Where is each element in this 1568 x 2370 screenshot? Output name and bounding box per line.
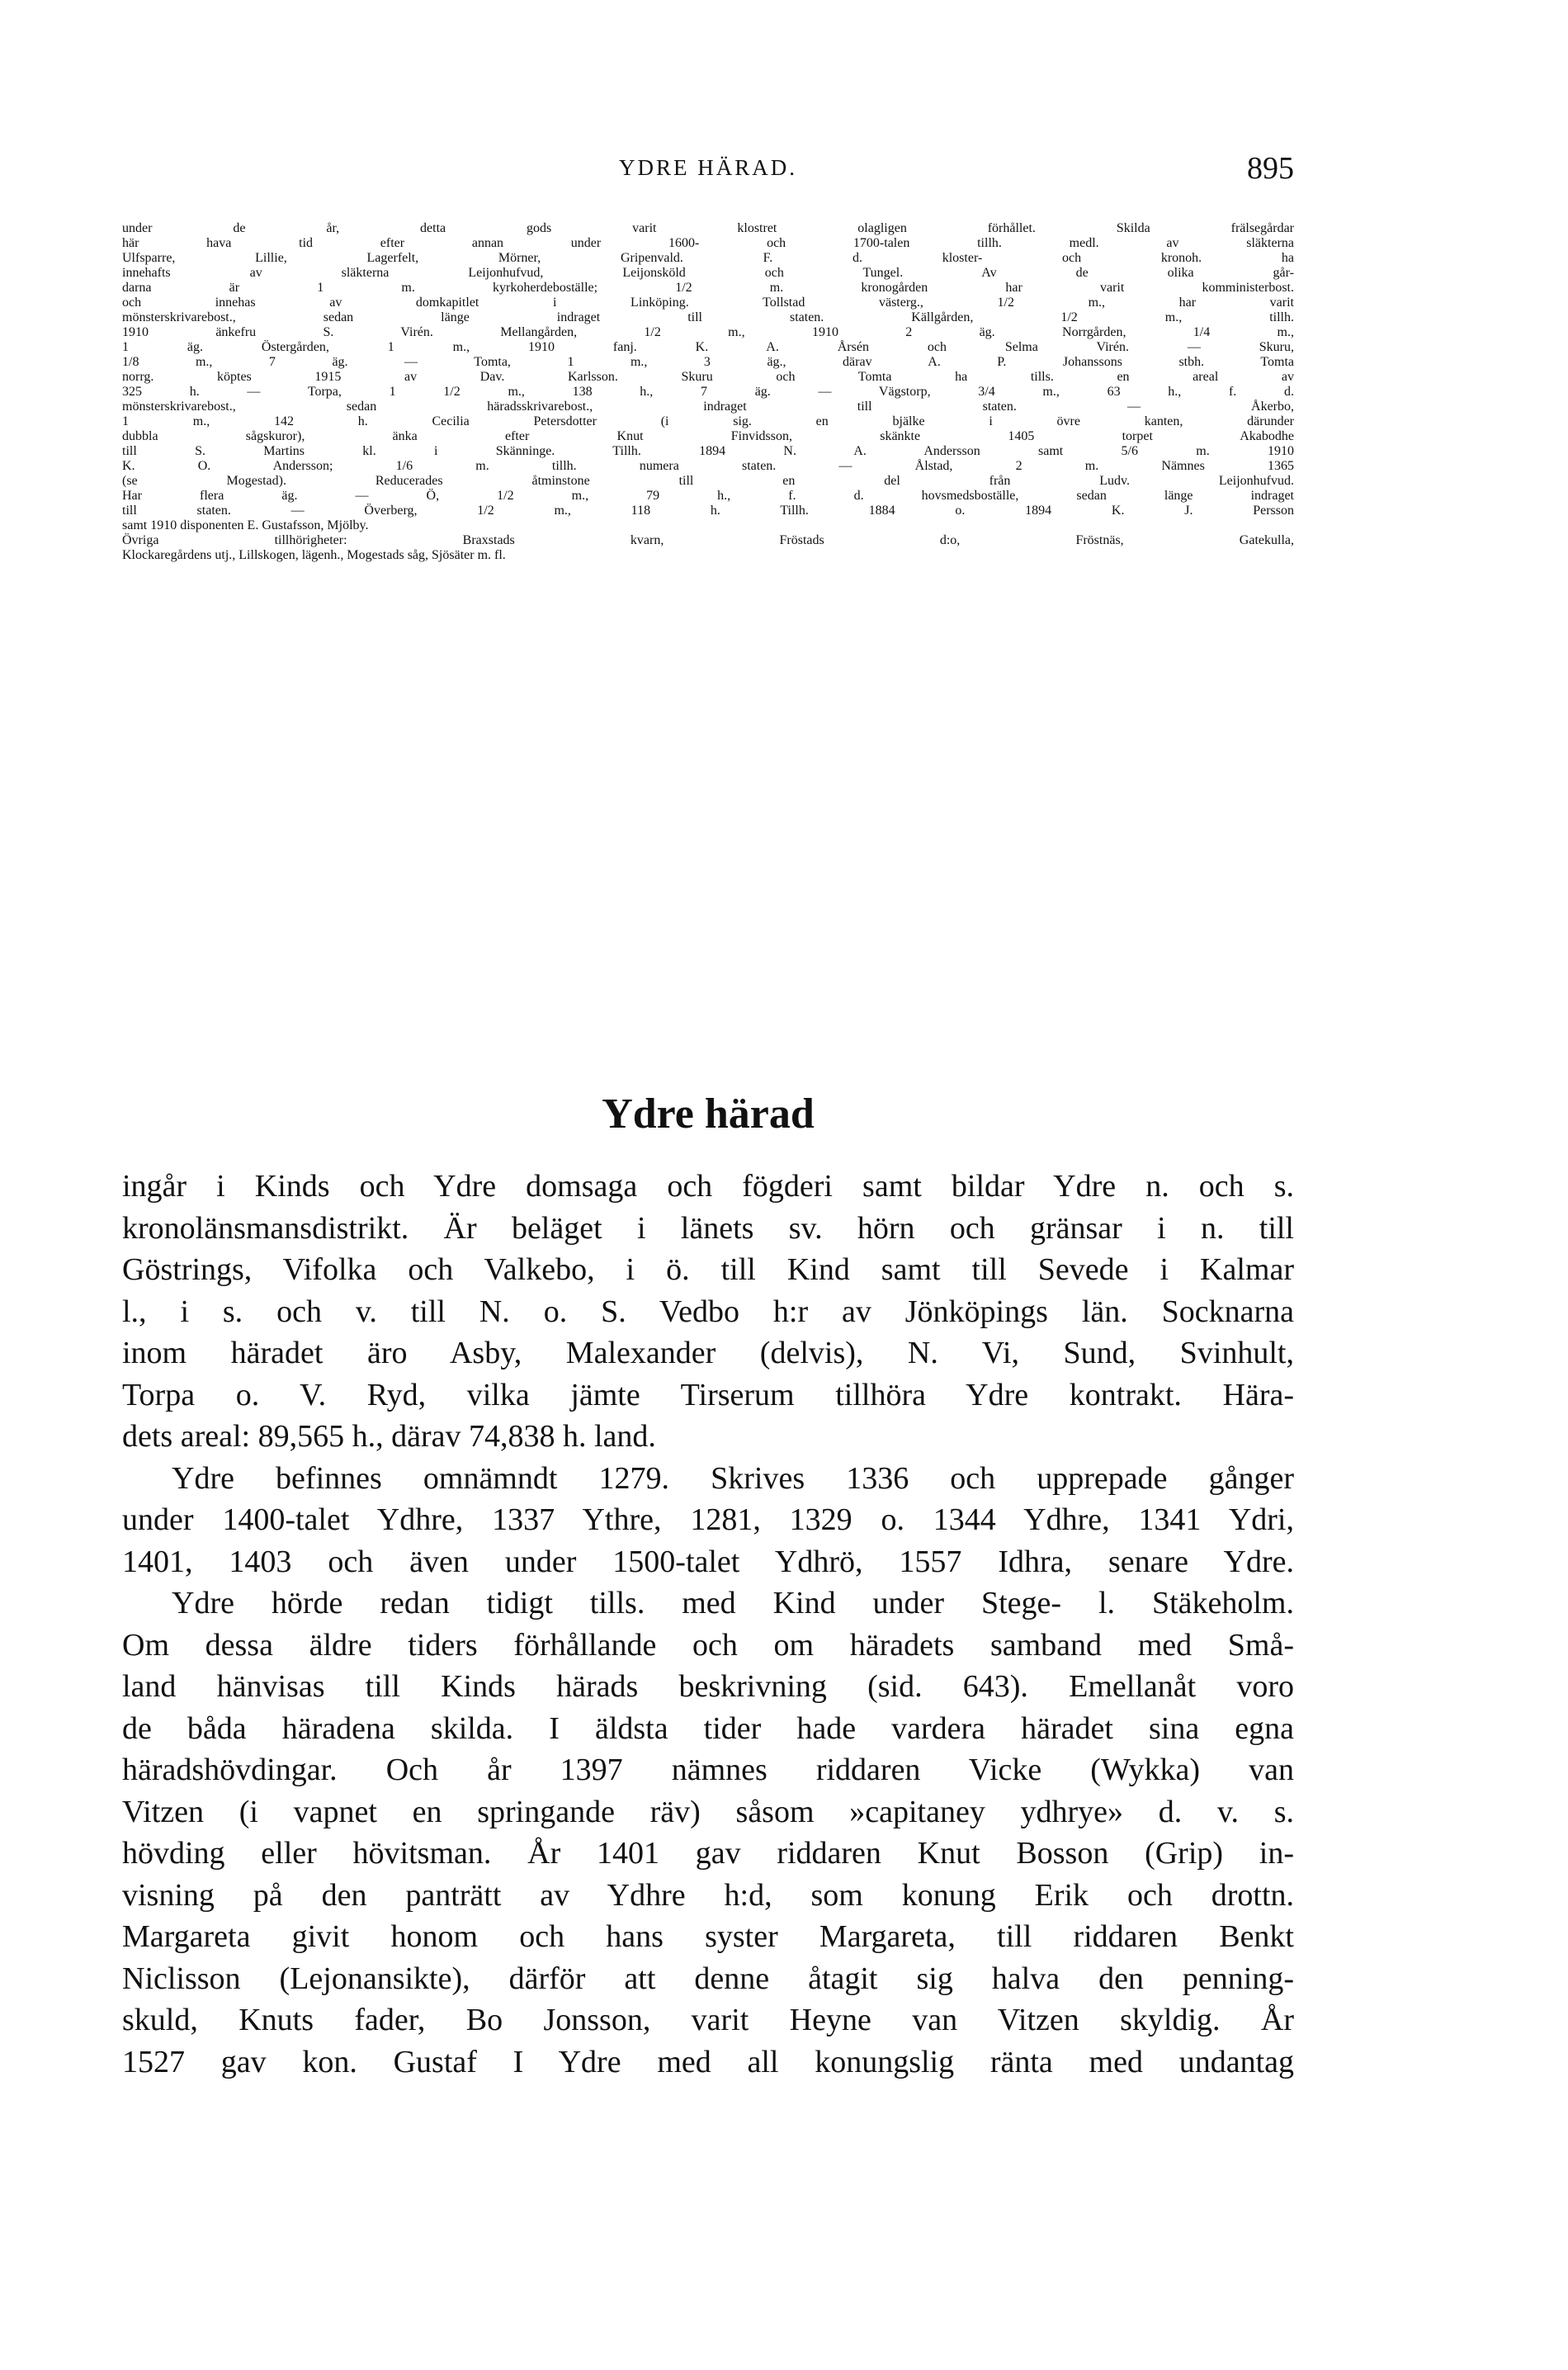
text-line: samt 1910 disponenten E. Gustafsson, Mjölby. <box>122 518 369 532</box>
text-line: till S. Martins kl. i Skänninge. Tillh. 1894 N. A. Andersson samt 5/6 m. 1910 <box>122 444 1294 458</box>
text-line: Ulfsparre, Lillie, Lagerfelt, Mörner, Gripenvald. F. d. kloster- och kronoh. ha <box>122 251 1294 265</box>
text-line: under de år, detta gods varit klostret olagligen förhållet. Skilda frälsegårdar <box>122 221 1294 235</box>
text-line: Har flera äg. — Ö, 1/2 m., 79 h., f. d. hovsmedsboställe, sedan länge indraget <box>122 489 1294 503</box>
text-line: K. O. Andersson; 1/6 m. tillh. numera staten. — Ålstad, 2 m. Nämnes 1365 <box>122 459 1294 473</box>
text-line: till staten. — Överberg, 1/2 m., 118 h. Tillh. 1884 o. 1894 K. J. Persson <box>122 504 1294 518</box>
section-body <box>122 1166 1294 2083</box>
text-line: visning på den panträtt av Ydhre h:d, som konung Erik och drottn. <box>122 1877 1294 1913</box>
text-line: mönsterskrivarebost., sedan häradsskrivarebost., indraget till staten. — Åkerbo, <box>122 400 1294 414</box>
text-line: och innehas av domkapitlet i Linköping. Tollstad västerg., 1/2 m., har varit <box>122 296 1294 310</box>
text-line: 1401, 1403 och även under 1500-talet Ydhrö, 1557 Idhra, senare Ydre. <box>122 1544 1294 1579</box>
text-line: Vitzen (i vapnet en springande räv) såsom »capitaney ydhrye» d. v. s. <box>122 1794 1294 1829</box>
text-line: Klockaregårdens utj., Lillskogen, lägenh., Mogestads såg, Sjösäter m. fl. <box>122 548 506 562</box>
text-line: här hava tid efter annan under 1600- och 1700-talen tillh. medl. av släkterna <box>122 236 1294 250</box>
text-line: Om dessa äldre tiders förhållande och om häradets samband med Små- <box>122 1627 1294 1663</box>
text-line: 325 h. — Torpa, 1 1/2 m., 138 h., 7 äg. — Vägstorp, 3/4 m., 63 h., f. d. <box>122 385 1294 399</box>
text-line: 1910 änkefru S. Virén. Mellangården, 1/2 m., 1910 2 äg. Norrgården, 1/4 m., <box>122 325 1294 339</box>
text-line: 1527 gav kon. Gustaf I Ydre med all konungslig ränta med undantag <box>122 2044 1294 2079</box>
running-head-title: YDRE HÄRAD. <box>618 155 797 180</box>
text-line: skuld, Knuts fader, Bo Jonsson, varit Heyne van Vitzen skyldig. År <box>122 2003 1294 2037</box>
text-line: Ydre befinnes omnämndt 1279. Skrives 1336 och upprepade gånger <box>172 1460 1294 1496</box>
running-head <box>122 151 1294 188</box>
text-line: Margareta givit honom och hans syster Margareta, till riddaren Benkt <box>122 1919 1294 1954</box>
text-line: l., i s. och v. till N. o. S. Vedbo h:r av Jönköpings län. Socknarna <box>122 1294 1294 1329</box>
text-line: häradshövdingar. Och år 1397 nämnes riddaren Vicke (Wykka) van <box>122 1753 1294 1787</box>
text-line: de båda häradena skilda. I äldsta tider hade vardera häradet sina egna <box>122 1710 1294 1746</box>
text-line: dubbla sågskuror), änka efter Knut Finvidsson, skänkte 1405 torpet Akabodhe <box>122 429 1294 443</box>
text-line: Torpa o. V. Ryd, vilka jämte Tirserum tillhöra Ydre kontrakt. Härа- <box>122 1377 1294 1412</box>
text-line: Ydre hörde redan tidigt tills. med Kind under Stege- l. Stäkeholm. <box>172 1586 1294 1620</box>
text-line: 1/8 m., 7 äg. — Tomta, 1 m., 3 äg., därav A. P. Johanssons stbh. Tomta <box>122 355 1294 369</box>
text-line: hövding eller hövitsman. År 1401 gav riddaren Knut Bosson (Grip) in- <box>122 1836 1294 1871</box>
text-line: ingår i Kinds och Ydre domsaga och fögderi samt bildar Ydre n. och s. <box>122 1169 1294 1204</box>
text-line: innehafts av släkterna Leijonhufvud, Leijonsköld och Tungel. Av de olika går- <box>122 266 1294 280</box>
text-line: kronolänsmansdistrikt. Är beläget i länets sv. hörn och gränsar i n. till <box>122 1210 1294 1246</box>
text-line: mönsterskrivarebost., sedan länge indraget till staten. Källgården, 1/2 m., tillh. <box>122 310 1294 324</box>
text-line: Göstrings, Vifolka och Valkebo, i ö. till Kind samt till Sevede i Kalmar <box>122 1252 1294 1287</box>
text-line: Niclisson (Lejonansikte), därför att denne åtagit sig halva den penning- <box>122 1961 1294 1996</box>
text-line: Övriga tillhörigheter: Braxstads kvarn, Fröstads d:o, Fröstnäs, Gatekulla, <box>122 533 1294 547</box>
text-line: 1 äg. Östergården, 1 m., 1910 fanj. K. A. Årsén och Selma Virén. — Skuru, <box>122 340 1294 354</box>
text-line: (se Mogestad). Reducerades åtminstone till en del från Ludv. Leijonhufvud. <box>122 474 1294 488</box>
text-line: land hänvisas till Kinds härads beskrivning (sid. 643). Emellanåt voro <box>122 1669 1294 1704</box>
text-line: norrg. köptes 1915 av Dav. Karlsson. Skuru och Tomta ha tills. en areal av <box>122 370 1294 384</box>
section-heading: Ydre härad <box>602 1090 815 1138</box>
text-line: inom häradet äro Asby, Malexander (delvis), N. Vi, Sund, Svinhult, <box>122 1336 1294 1370</box>
text-line: 1 m., 142 h. Cecilia Petersdotter (i sig. en bjälke i övre kanten, därunder <box>122 414 1294 428</box>
text-line: darna är 1 m. kyrkoherdeboställe; 1/2 m. kronogården har varit komministerbost. <box>122 281 1294 295</box>
text-line: dets areal: 89,565 h., därav 74,838 h. land. <box>122 1419 656 1454</box>
text-line: under 1400-talet Ydhre, 1337 Ythre, 1281, 1329 o. 1344 Ydhre, 1341 Ydri, <box>122 1502 1294 1537</box>
top-paragraph <box>122 221 1294 563</box>
page-number: 895 <box>1247 151 1294 186</box>
